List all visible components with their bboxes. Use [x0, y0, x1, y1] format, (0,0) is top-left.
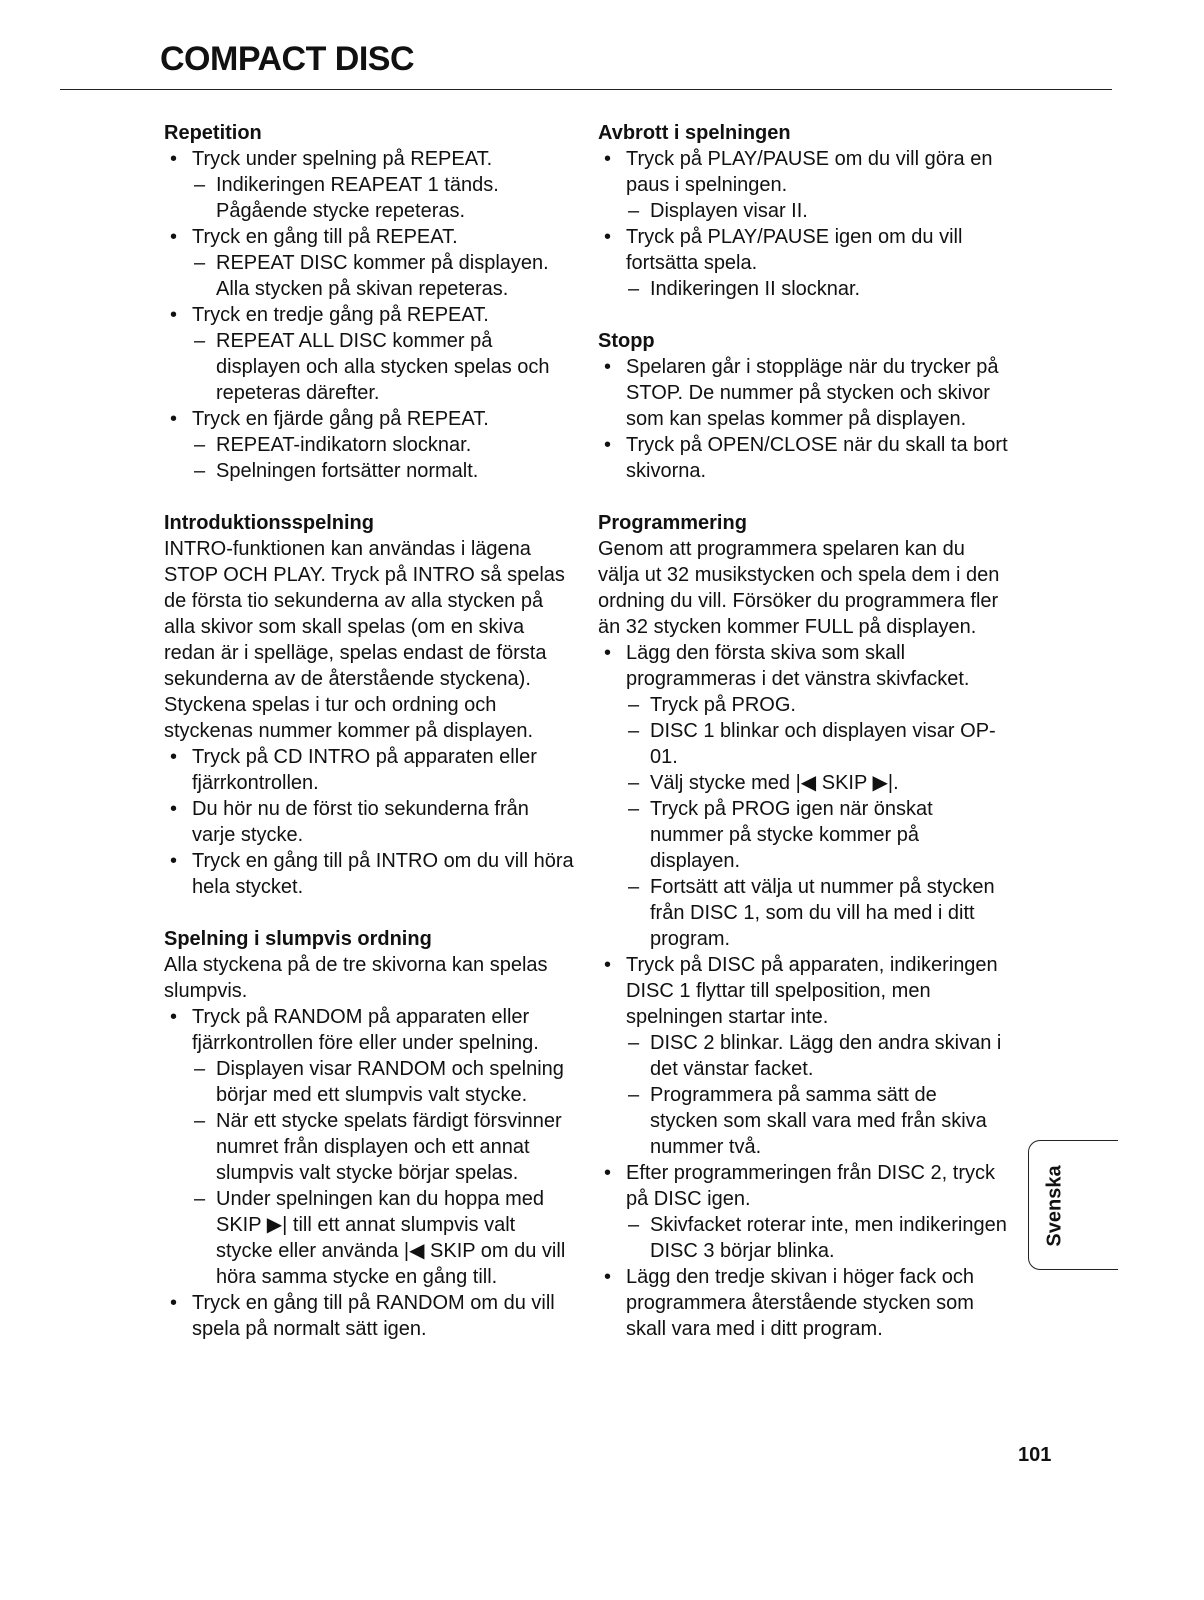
section: [164, 926, 574, 1342]
sub-item: – Skivfacket roterar inte, men indikeringen DISC 3 börjar blinka.: [626, 1212, 1008, 1264]
bullet-item: [598, 354, 1008, 432]
bullet-text: Lägg den första skiva som skall programmeras i det vänstra skivfacket.: [626, 642, 970, 690]
bullet-text: Tryck på RANDOM på apparaten eller fjärrkontrollen före eller under spelning.: [192, 1006, 539, 1054]
sub-item: – Spelningen fortsätter normalt.: [192, 458, 574, 484]
bullet-list: [598, 354, 1008, 484]
bullet-item: [598, 952, 1008, 1160]
bullet-text: Tryck en fjärde gång på REPEAT.: [192, 408, 489, 430]
sub-item: – Fortsätt att välja ut nummer på stycken från DISC 1, som du vill ha med i ditt program.: [626, 874, 1008, 952]
bullet-item: [164, 302, 574, 406]
sub-list: [626, 198, 1008, 224]
bullet-list: [164, 146, 574, 484]
sub-item: – DISC 1 blinkar och displayen visar OP-01.: [626, 718, 1008, 770]
sub-list: [626, 276, 1008, 302]
sub-list: [626, 692, 1008, 952]
bullet-list: [598, 146, 1008, 302]
paragraph: Genom att programmera spelaren kan du välja ut 32 musikstycken och spela dem i den ordning du vill. Försöker du programmera fler än 32 stycken kommer FULL på displayen.: [598, 538, 1000, 638]
sub-item: – REPEAT DISC kommer på displayen. Alla stycken på skivan repeteras.: [192, 250, 574, 302]
section-title: Stopp: [598, 330, 655, 352]
section: [598, 328, 1008, 484]
bullet-item: [164, 1290, 574, 1342]
bullet-item: [598, 146, 1008, 224]
bullet-text: Tryck under spelning på REPEAT.: [192, 148, 493, 170]
page-title: COMPACT DISC: [160, 40, 415, 78]
sub-list: [192, 250, 574, 302]
bullet-item: [164, 744, 574, 796]
sub-item: – Välj stycke med |◀ SKIP ▶|.: [626, 770, 1008, 796]
header-divider: [60, 89, 1112, 90]
sub-item: – Indikeringen II slocknar.: [626, 276, 1008, 302]
bullet-item: [164, 146, 574, 224]
section-title: Introduktionsspelning: [164, 512, 374, 534]
bullet-item: [164, 406, 574, 484]
section: [164, 120, 574, 484]
bullet-text: Tryck på CD INTRO på apparaten eller fjärrkontrollen.: [192, 746, 537, 794]
right-column: [598, 120, 1008, 1368]
bullet-text: Tryck en tredje gång på REPEAT.: [192, 304, 489, 326]
paragraph: Alla styckena på de tre skivorna kan spelas slumpvis.: [164, 954, 548, 1002]
language-tab: [1028, 1140, 1118, 1270]
bullet-text: Tryck en gång till på RANDOM om du vill spela på normalt sätt igen.: [192, 1292, 555, 1340]
sub-list: [192, 432, 574, 484]
sub-item: – Tryck på PROG.: [626, 692, 1008, 718]
bullet-list: [598, 640, 1008, 1342]
sub-item: – Under spelningen kan du hoppa med SKIP ▶| till ett annat slumpvis valt stycke eller använda |◀ SKIP om du vill höra samma stycke en gång till.: [192, 1186, 574, 1290]
paragraph: INTRO-funktionen kan användas i lägena STOP OCH PLAY. Tryck på INTRO så spelas de första tio sekunderna av alla stycken på alla skivor som skall spelas (om en skiva redan är i spelläge, spelas endast de första sekunderna av de återstående styckena). Styckena spelas i tur och ordning och styckenas nummer kommer på displayen.: [164, 538, 565, 742]
bullet-text: Tryck på PLAY/PAUSE om du vill göra en paus i spelningen.: [626, 148, 993, 196]
sub-item: – Programmera på samma sätt de stycken som skall vara med från skiva nummer två.: [626, 1082, 1008, 1160]
sub-list: [192, 1056, 574, 1290]
section: [164, 510, 574, 900]
bullet-item: [164, 1004, 574, 1290]
bullet-text: Tryck på DISC på apparaten, indikeringen DISC 1 flyttar till spelposition, men spelningen startar inte.: [626, 954, 998, 1028]
sub-list: [626, 1030, 1008, 1160]
bullet-text: Tryck en gång till på INTRO om du vill höra hela stycket.: [192, 850, 574, 898]
bullet-text: Lägg den tredje skivan i höger fack och programmera återstående stycken som skall vara med i ditt program.: [626, 1266, 974, 1340]
sub-item: – DISC 2 blinkar. Lägg den andra skivan i det vänstar facket.: [626, 1030, 1008, 1082]
bullet-item: [598, 1160, 1008, 1264]
bullet-text: Efter programmeringen från DISC 2, tryck på DISC igen.: [626, 1162, 996, 1210]
sub-list: [192, 328, 574, 406]
bullet-list: [164, 1004, 574, 1342]
sub-list: [192, 172, 574, 224]
sub-item: – REPEAT-indikatorn slocknar.: [192, 432, 574, 458]
section: [598, 120, 1008, 302]
bullet-text: Tryck på PLAY/PAUSE igen om du vill fortsätta spela.: [626, 226, 963, 274]
bullet-text: Tryck på OPEN/CLOSE när du skall ta bort skivorna.: [626, 434, 1008, 482]
bullet-item: [598, 1264, 1008, 1342]
bullet-item: [598, 432, 1008, 484]
section-title: Repetition: [164, 122, 262, 144]
bullet-text: Spelaren går i stoppläge när du trycker på STOP. De nummer på stycken och skivor som kan spelas kommer på displayen.: [626, 356, 999, 430]
sub-item: – REPEAT ALL DISC kommer på displayen och alla stycken spelas och repeteras därefter.: [192, 328, 574, 406]
sub-item: – Displayen visar II.: [626, 198, 1008, 224]
sub-item: – Displayen visar RANDOM och spelning börjar med ett slumpvis valt stycke.: [192, 1056, 574, 1108]
bullet-item: [164, 848, 574, 900]
sub-item: – Indikeringen REAPEAT 1 tänds. Pågående stycke repeteras.: [192, 172, 574, 224]
sub-item: – Tryck på PROG igen när önskat nummer på stycke kommer på displayen.: [626, 796, 1008, 874]
page-number: 101: [1018, 1444, 1052, 1466]
section-title: Programmering: [598, 512, 747, 534]
language-tab-label: Svenska: [1043, 1165, 1066, 1247]
bullet-text: Tryck en gång till på REPEAT.: [192, 226, 458, 248]
section: [598, 510, 1008, 1342]
sub-list: [626, 1212, 1008, 1264]
bullet-item: [164, 796, 574, 848]
sub-item: – När ett stycke spelats färdigt försvinner numret från displayen och ett annat slumpvis valt stycke börjar spelas.: [192, 1108, 574, 1186]
left-column: [164, 120, 574, 1368]
section-title: Avbrott i spelningen: [598, 122, 791, 144]
bullet-item: [598, 640, 1008, 952]
bullet-item: [164, 224, 574, 302]
bullet-text: Du hör nu de först tio sekunderna från varje stycke.: [192, 798, 529, 846]
section-title: Spelning i slumpvis ordning: [164, 928, 432, 950]
bullet-item: [598, 224, 1008, 302]
bullet-list: [164, 744, 574, 900]
